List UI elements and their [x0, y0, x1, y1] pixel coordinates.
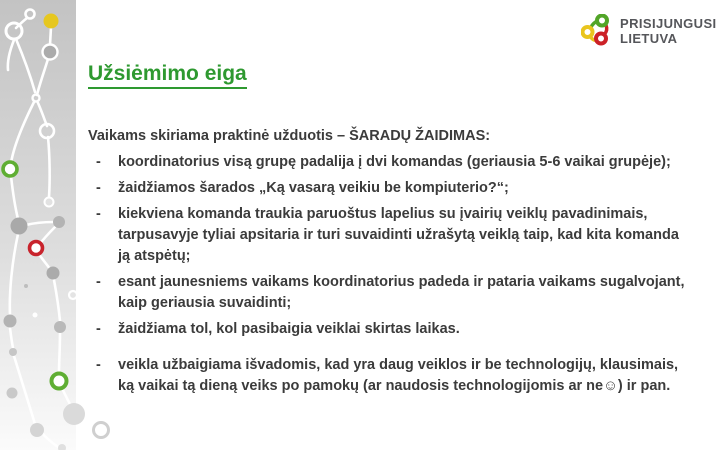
green-node	[3, 162, 17, 176]
bullet-text: žaidžiama tol, kol pasibaigia veiklai skirtas laikas.	[118, 321, 460, 337]
green-node-2	[52, 374, 67, 389]
bullet-item	[88, 152, 686, 173]
bullet-marker: -	[96, 321, 101, 337]
bullet-marker: -	[96, 274, 101, 290]
slide-body	[88, 126, 686, 402]
bullet-text: žaidžiamos šarados „Ką vasarą veikiu be kompiuterio?“;	[118, 180, 509, 196]
bullet-text: koordinatorius visą grupę padalija į dvi komandas (geriausia 5-6 vaikai grupėje);	[118, 154, 671, 170]
logo-text-line1: PRISIJUNGUSI	[620, 16, 717, 31]
logo	[581, 14, 717, 48]
bullet-item	[88, 204, 686, 267]
bullet-marker: -	[96, 206, 101, 222]
bullet-text: veikla užbaigiama išvadomis, kad yra daug veiklos ir be technologijų, klausimais, ką vaikai tą dieną veiks po pamokų (ar naudosis technologijomis ar ne☺) ir pan.	[118, 357, 679, 394]
intro-text: Vaikams skiriama praktinė užduotis – ŠARADŲ ŽAIDIMAS:	[88, 128, 491, 144]
bullet-item	[88, 272, 686, 314]
logo-text	[620, 16, 717, 46]
bullet-item	[88, 178, 686, 199]
bullet-marker: -	[96, 180, 101, 196]
page-title: Užsiėmimo eiga	[88, 62, 247, 89]
bullet-marker: -	[96, 357, 101, 373]
yellow-node	[44, 14, 59, 29]
bullet-text: kiekviena komanda traukia paruoštus lapelius su įvairių veiklų pavadinimais, tarpusavyje tyliai apsitaria ir turi suvaidinti užrašytą veiklą taip, kad kita komanda ją atspėtų;	[118, 206, 679, 264]
bullet-item	[88, 319, 686, 340]
logo-mark-icon	[581, 14, 613, 48]
bullet-item	[88, 355, 686, 397]
bullet-marker: -	[96, 154, 101, 170]
bullet-list	[88, 152, 686, 397]
bullet-text: esant jaunesniems vaikams koordinatorius padeda ir pataria vaikams sugalvojant, kaip geriausia suvaidinti;	[118, 274, 685, 311]
logo-text-line2: LIETUVA	[620, 31, 678, 46]
red-node	[30, 242, 43, 255]
